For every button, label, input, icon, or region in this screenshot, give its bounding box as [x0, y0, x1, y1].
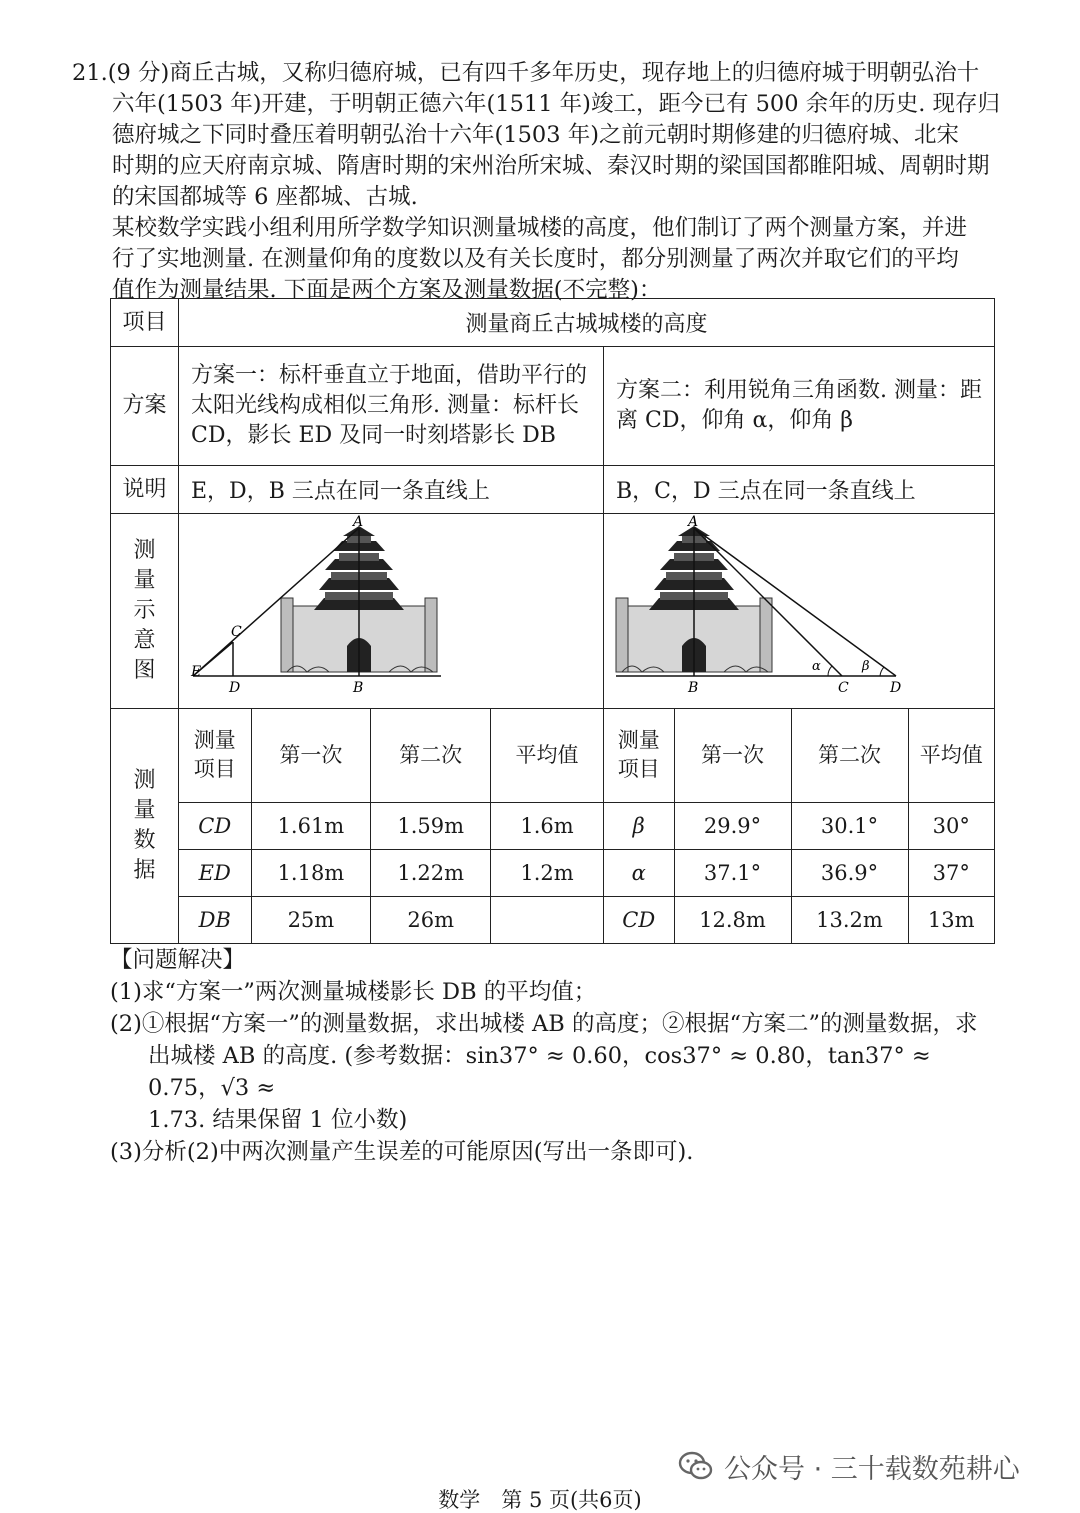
data-header: 第一次 — [251, 709, 371, 802]
plan-label: 方案 — [111, 347, 179, 466]
question-line: 某校数学实践小组利用所学数学知识测量城楼的高度，他们制订了两个测量方案，并进 — [112, 215, 968, 241]
label-c: C — [231, 624, 242, 640]
note-one: E，D，B 三点在同一条直线上 — [179, 466, 604, 514]
diagram-two-cell — [604, 514, 995, 709]
label-d: D — [229, 680, 241, 696]
data-header: 第二次 — [371, 709, 491, 802]
label-a: A — [353, 514, 364, 530]
plan-one-text: 方案一：标杆垂直立于地面，借助平行的太阳光线构成相似三角形. 测量：标杆长 CD，影长 ED 及同一时刻塔影长 DB — [179, 347, 604, 466]
problem-1: (1)求“方案一”两次测量城楼影长 DB 的平均值； — [110, 979, 597, 1005]
plan-one-data-table — [179, 709, 603, 943]
question-line: 时期的应天府南京城、隋唐时期的宋州治所宋城、秦汉时期的梁国国都睢阳城、周朝时期 — [112, 153, 990, 179]
plan-two-data-cell — [604, 709, 995, 944]
table-row — [179, 896, 603, 943]
label-b: B — [353, 680, 364, 696]
data-cell: β — [604, 802, 674, 849]
problem-3: (3)分析(2)中两次测量产生误差的可能原因(写出一条即可). — [110, 1139, 694, 1165]
data-cell: 30° — [908, 802, 994, 849]
diagram-label: 测量示意图 — [111, 514, 179, 709]
data-cell: 1.59m — [371, 802, 491, 849]
label-alpha: α — [812, 659, 821, 674]
header-title: 测量商丘古城城楼的高度 — [179, 299, 995, 347]
data-cell: CD — [179, 802, 251, 849]
table-row — [604, 802, 994, 849]
question-text — [72, 58, 1002, 306]
data-cell: 1.61m — [251, 802, 371, 849]
data-header: 第一次 — [674, 709, 791, 802]
data-cell: 1.6m — [491, 802, 603, 849]
question-line: 的宋国都城等 6 座都城、古城. — [112, 184, 418, 210]
data-cell: 26m — [371, 896, 491, 943]
page-footer: 数学 第 5 页(共6页) — [438, 1488, 642, 1512]
data-cell: 13m — [908, 896, 994, 943]
header-label: 项目 — [111, 299, 179, 347]
data-header: 测量项目 — [179, 709, 251, 802]
diagram-one — [179, 514, 603, 702]
diagram-two — [604, 514, 994, 702]
measurement-table — [110, 298, 995, 944]
problem-2-cont: 1.73. 结果保留 1 位小数) — [148, 1107, 408, 1133]
data-header: 平均值 — [491, 709, 603, 802]
diagram-one-cell — [179, 514, 604, 709]
wechat-icon — [676, 1446, 716, 1486]
table-row — [604, 849, 994, 896]
label-beta: β — [862, 659, 870, 674]
data-cell: 13.2m — [791, 896, 908, 943]
question-line: 21.(9 分)商丘古城，又称归德府城，已有四千多年历史，现存地上的归德府城于明朝弘治十 — [72, 60, 980, 86]
plan-two-data-table — [604, 709, 994, 943]
data-header: 平均值 — [908, 709, 994, 802]
label-a: A — [688, 514, 699, 530]
note-label: 说明 — [111, 466, 179, 514]
problem-2: (2)①根据“方案一”的测量数据，求出城楼 AB 的高度；②根据“方案二”的测量数据，求 — [110, 1011, 978, 1037]
label-d: D — [890, 680, 902, 696]
label-c: C — [838, 680, 849, 696]
data-label: 测量数据 — [111, 709, 179, 944]
label-b: B — [688, 680, 699, 696]
plan-two-text: 方案二：利用锐角三角函数. 测量：距离 CD，仰角 α，仰角 β — [604, 347, 995, 466]
question-line: 德府城之下同时叠压着明朝弘治十六年(1503 年)之前元朝时期修建的归德府城、北宋 — [112, 122, 959, 148]
problem-title: 【问题解决】 — [110, 947, 246, 973]
data-header: 第二次 — [791, 709, 908, 802]
data-cell: 37.1° — [674, 849, 791, 896]
data-cell: CD — [604, 896, 674, 943]
data-cell: 36.9° — [791, 849, 908, 896]
plan-one-data-cell — [179, 709, 604, 944]
data-cell: 37° — [908, 849, 994, 896]
data-cell — [491, 896, 603, 943]
question-line: 值作为测量结果. 下面是两个方案及测量数据(不完整)： — [112, 277, 662, 303]
table-row — [179, 849, 603, 896]
table-row — [604, 896, 994, 943]
data-cell: DB — [179, 896, 251, 943]
data-cell: 25m — [251, 896, 371, 943]
note-two: B，C，D 三点在同一条直线上 — [604, 466, 995, 514]
data-cell: 1.18m — [251, 849, 371, 896]
table-row — [179, 802, 603, 849]
data-cell: 30.1° — [791, 802, 908, 849]
data-cell: α — [604, 849, 674, 896]
data-cell: ED — [179, 849, 251, 896]
problem-2-cont: 出城楼 AB 的高度. (参考数据：sin37° ≈ 0.60，cos37° ≈ 0.80，tan37° ≈ 0.75，√3 ≈ — [148, 1043, 931, 1101]
data-cell: 12.8m — [674, 896, 791, 943]
data-header: 测量项目 — [604, 709, 674, 802]
data-cell: 1.22m — [371, 849, 491, 896]
label-e: E — [191, 664, 202, 680]
question-line: 行了实地测量. 在测量仰角的度数以及有关长度时，都分别测量了两次并取它们的平均 — [112, 246, 959, 272]
data-cell: 29.9° — [674, 802, 791, 849]
question-line: 六年(1503 年)开建，于明朝正德六年(1511 年)竣工，距今已有 500 余年的历史. 现存归 — [112, 91, 1000, 117]
watermark — [676, 1444, 1056, 1488]
watermark-text: 公众号 · 三十载数苑耕心 — [724, 1453, 1020, 1485]
problem-section — [110, 944, 1000, 1168]
data-cell: 1.2m — [491, 849, 603, 896]
